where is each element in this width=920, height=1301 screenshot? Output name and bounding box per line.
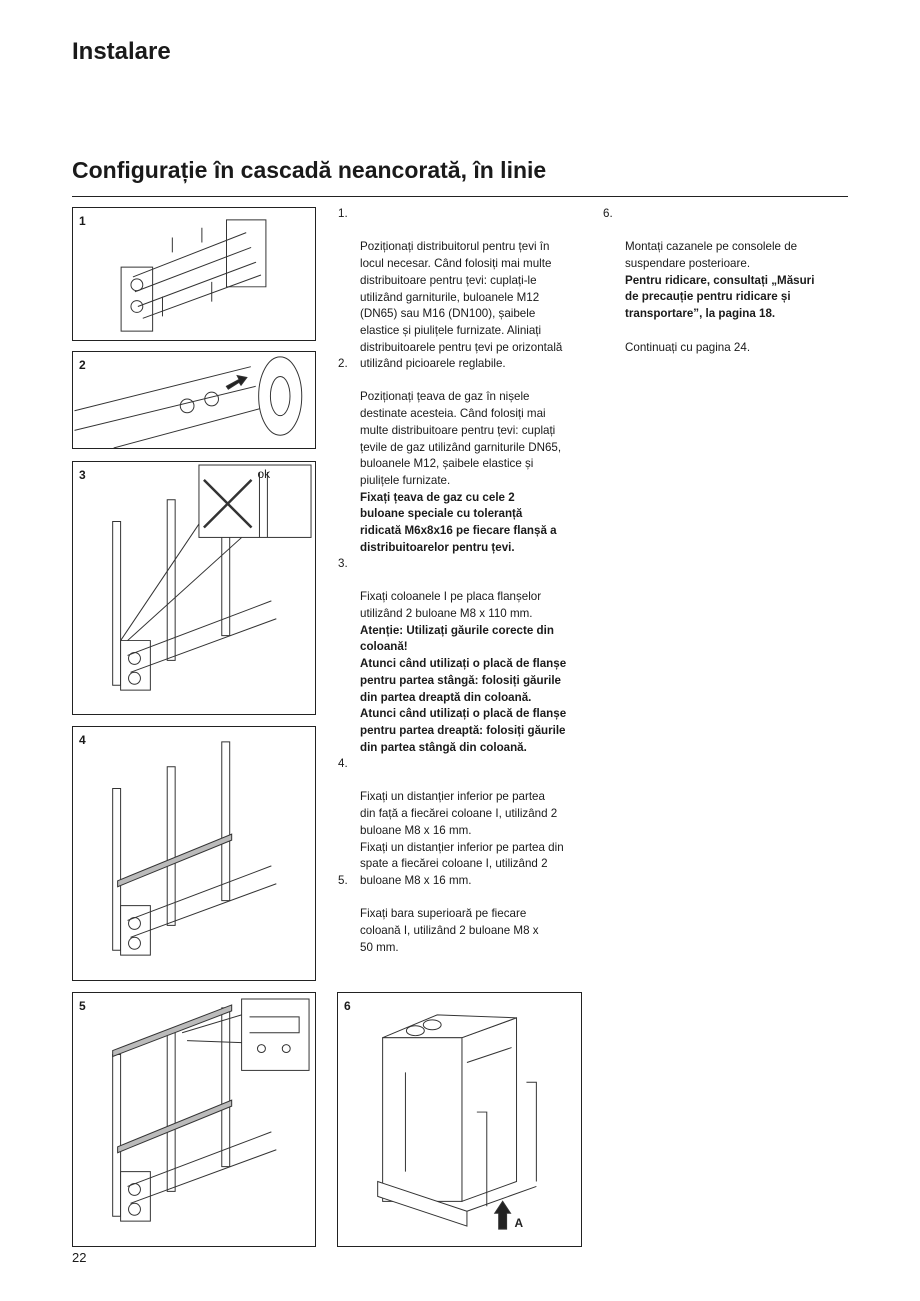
continue-note (603, 323, 853, 373)
figure-3 (72, 461, 316, 715)
heading-divider (72, 196, 848, 197)
figure-number: 3 (79, 468, 86, 482)
step-text: Poziționați țeava de gaz în nișele destinate acesteia. Când folosiți mai multe distribuitoare pentru țevi: cuplați țevile de gaz utilizând garniturile DN65, buloanele M12, șaibele elastice și piulițele furnizate. (360, 390, 562, 487)
step-note: Fixați țeava de gaz cu cele 2 buloane speciale cu toleranță ridicată M6x8x16 pe fiecare flanșă a distribuitoarelor pentru țevi. (360, 490, 557, 554)
step-number: 2. (338, 357, 348, 370)
page-heading: Configurație în cascadă neancorată, în linie (72, 157, 547, 183)
section-title: Instalare (72, 38, 171, 65)
step-number: 3. (338, 557, 348, 570)
step-note: Pentru ridicare, consultați „Măsuri de precauție pentru ridicare și transportare”, la pagina 18. (625, 273, 815, 321)
boiler-mounting-illustration (338, 993, 581, 1246)
figure-2 (72, 351, 316, 449)
figure-number: 5 (79, 999, 86, 1013)
figure-4 (72, 726, 316, 981)
step-number: 5. (338, 874, 348, 887)
figure-number: 2 (79, 358, 86, 372)
page-number: 22 (72, 1250, 87, 1265)
continue-text: Continuați cu pagina 24. (625, 340, 751, 354)
step-number: 6. (603, 207, 613, 220)
step-text: Poziționați distribuitorul pentru țevi în locul necesar. Când folosiți mai multe distribuitoare pentru țevi: cuplați-le utilizând garniturile, buloanele M12 (DN65) sau M16 (DN100), șaibele elastice și piulițele furnizate. Aliniați distribuitoarele pentru țevi pe orizontală utilizând picioarele reglabile. (360, 240, 563, 371)
step-number: 1. (338, 207, 348, 220)
step-3-note (338, 606, 588, 773)
figure-1 (72, 207, 316, 341)
step-text: Fixați un distanțier inferior pe partea din față a fiecărei coloane I, utilizând 2 buloane M8 x 16 mm. Fixați un distanțier inferior pe partea din spate a fiecărei coloane I, utilizând 2 buloane M8 x 16 mm. (360, 790, 564, 887)
step-note: Atenție: Utilizați găurile corecte din coloană! Atunci când utilizați o placă de flanșe pentru partea stângă: folosiți găurile din partea dreaptă din coloană. Atunci când utilizați o placă de flanșe pentru partea dreaptă: folosiți găurile din partea stângă din coloană. (360, 623, 567, 754)
step-5 (338, 873, 588, 973)
figure-number: 6 (344, 999, 351, 1013)
gas-pipe-illustration (73, 352, 315, 448)
figure-6 (337, 992, 582, 1247)
pipe-manifold-illustration (73, 208, 315, 340)
step-text: Fixați coloanele I pe placa flanșelor utilizând 2 buloane M8 x 110 mm. (360, 590, 542, 621)
step-text: Montați cazanele pe consolele de suspendare posterioare. (625, 240, 798, 271)
figure-number: 1 (79, 214, 86, 228)
ok-label: ok (257, 466, 271, 481)
top-bar-illustration (73, 993, 315, 1246)
step-number: 4. (338, 757, 348, 770)
label-a: A (514, 1216, 524, 1231)
step-text: Fixați bara superioară pe fiecare coloană I, utilizând 2 buloane M8 x 50 mm. (360, 907, 539, 954)
figure-5 (72, 992, 316, 1247)
figure-number: 4 (79, 733, 86, 747)
columns-mounting-illustration (73, 462, 315, 714)
spacers-illustration (73, 727, 315, 980)
